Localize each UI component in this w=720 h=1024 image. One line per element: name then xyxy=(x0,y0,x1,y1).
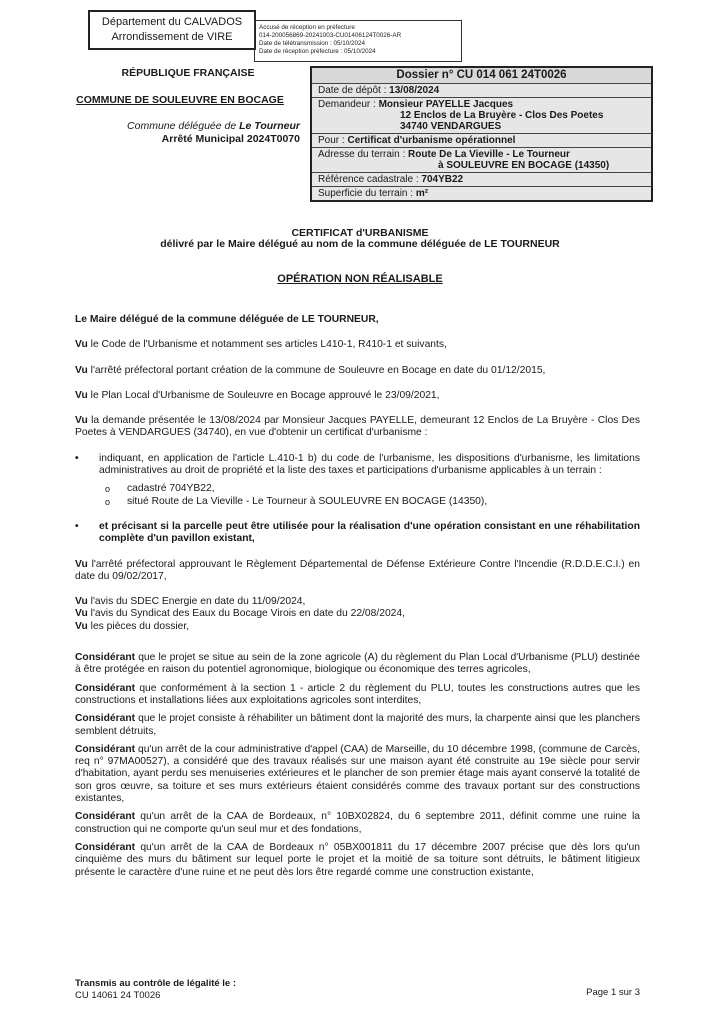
list-item: • indiquant, en application de l'article L.410-1 b) du code de l'urbanisme, les dispositions d'urbanisme, les limitations administratives au droit de propriété et la liste des taxes et participations d'urbanisme applicables à un terrain : xyxy=(75,452,640,477)
considerant-paragraph: Considérant qu'un arrêt de la CAA de Bordeaux n° 05BX001811 du 17 décembre 2007 précise que dès lors qu'un cinquième des murs du bâtiment sur lequel porte le projet et la moitié de sa toiture sont détruits, le bâtiment litigieux présente le caractère d'une ruine et ne peut dès lors être regardé comme une construction existante, xyxy=(75,841,640,878)
superficie-value: m² xyxy=(415,188,429,199)
deleguee-name: Le Tourneur xyxy=(239,120,300,132)
cadastre-label: Référence cadastrale : xyxy=(318,174,422,185)
demandeur-address-1: 12 Enclos de La Bruyère - Clos Des Poetes xyxy=(400,110,604,121)
considerant-paragraph: Considérant que conformément à la section 1 - article 2 du règlement du PLU, toutes les constructions autres que les constructions et installations liées aux exploitations agricoles sont interdites, xyxy=(75,682,640,706)
dossier-number: Dossier n° CU 014 061 24T0026 xyxy=(312,68,651,84)
certificate-title: CERTIFICAT d'URBANISME xyxy=(291,227,429,239)
demandeur-value: Monsieur PAYELLE Jacques xyxy=(378,99,514,110)
footer-reference: CU 14061 24 T0026 xyxy=(75,990,161,1001)
stamp-line: Date de télétransmission : 05/10/2024 xyxy=(259,40,366,47)
superficie-row xyxy=(312,187,651,200)
department-name: Département du CALVADOS xyxy=(101,16,243,28)
vu-paragraph: Vu le Plan Local d'Urbanisme de Souleuvre en Bocage approuvé le 23/09/2021, xyxy=(75,389,440,401)
considerant-paragraph: Considérant que le projet consiste à réhabiliter un bâtiment dont la majorité des murs, la charpente ainsi que les planchers semblent détruits, xyxy=(75,713,640,737)
vu-paragraph: Vu l'avis du SDEC Energie en date du 11/09/2024, xyxy=(75,596,306,608)
stamp-line: Date de réception préfecture : 05/10/2024 xyxy=(259,48,376,55)
pour-row xyxy=(312,134,651,148)
sub-list-item: o cadastré 704YB22, xyxy=(105,483,215,495)
cadastre-value: 704YB22 xyxy=(421,174,464,185)
pour-label: Pour : xyxy=(318,135,348,146)
considerant-paragraph: Considérant qu'un arrêt de la cour administrative d'appel (CAA) de Marseille, du 10 décembre 1998, (commune de Carcès, req n° 97MA00527), a considéré que des travaux réalisés sur une maison ayant été construite au 19e siècle pour servir d'habitation, ayant perdu ses menuiseries extérieures et le plancher de son premier étage mais ayant conservé la totalité de son gros œuvre, sa toiture et ses murs extérieurs étaient considérés comme des travaux portant sur des constructions existantes, xyxy=(75,743,640,805)
vu-paragraph: Vu les pièces du dossier, xyxy=(75,620,190,632)
vu-paragraph: Vu l'arrêté préfectoral portant création de la commune de Souleuvre en Bocage en date du 01/12/2015, xyxy=(75,364,546,376)
republique-heading: RÉPUBLIQUE FRANÇAISE xyxy=(121,67,255,79)
considerant-paragraph: Considérant qu'un arrêt de la CAA de Bordeaux, n° 10BX02824, du 6 septembre 2011, définit comme une ruine la construction qui ne comporte qu'un seul mur et des fondations, xyxy=(75,811,640,835)
arrete-number: Arrêté Municipal 2024T0070 xyxy=(161,133,300,145)
vu-paragraph: Vu l'avis du Syndicat des Eaux du Bocage Virois en date du 22/08/2024, xyxy=(75,608,405,620)
depot-value: 13/08/2024 xyxy=(389,85,440,96)
footer-transmission xyxy=(75,978,236,1002)
cadastre-row xyxy=(312,173,651,187)
demandeur-label: Demandeur : xyxy=(318,99,379,110)
vu-paragraph: Vu l'arrêté préfectoral approuvant le Règlement Départemental de Défense Extérieure Contre l'Incendie (R.D.D.E.C.I.) en date du 09/02/2017, xyxy=(75,558,640,582)
dossier-table xyxy=(310,66,653,202)
commune-deleguee xyxy=(60,120,300,132)
sub-list-item: o situé Route de La Vieville - Le Tourneur à SOULEUVRE EN BOCAGE (14350), xyxy=(105,495,488,507)
terrain-value-2: à SOULEUVRE EN BOCAGE (14350) xyxy=(438,160,610,171)
list-item: • et précisant si la parcelle peut être utilisée pour la réalisation d'une opération consistant en une réhabilitation complète d'un pavillon existant, xyxy=(75,520,640,545)
document-body xyxy=(75,314,640,879)
transmis-label: Transmis au contrôle de légalité le : xyxy=(75,978,237,989)
circle-bullet-icon: o xyxy=(105,496,111,507)
stamp-line: Accusé de réception en préfecture xyxy=(259,24,355,31)
bullet-icon: • xyxy=(75,452,79,464)
terrain-label: Adresse du terrain : xyxy=(318,149,409,160)
terrain-value: Route De La Vieville - Le Tourneur xyxy=(408,149,570,160)
certificate-subtitle: délivré par le Maire délégué au nom de la commune déléguée de LE TOURNEUR xyxy=(160,238,560,250)
demandeur-row xyxy=(312,98,651,134)
department-box xyxy=(88,10,256,50)
page-number: Page 1 sur 3 xyxy=(586,987,640,998)
circle-bullet-icon: o xyxy=(105,484,111,495)
considerant-paragraph: Considérant que le projet se situe au sein de la zone agricole (A) du règlement du Plan Local d'Urbanisme (PLU) destinée à être protégée en raison du potentiel agronomique, biologique ou économique des terres agricoles, xyxy=(75,652,640,676)
pour-value: Certificat d'urbanisme opérationnel xyxy=(347,135,516,146)
depot-label: Date de dépôt : xyxy=(318,85,390,96)
operation-status: OPÉRATION NON RÉALISABLE xyxy=(277,273,443,285)
vu-paragraph: Vu le Code de l'Urbanisme et notamment ses articles L410-1, R410-1 et suivants, xyxy=(75,339,447,351)
arrondissement-name: Arrondissement de VIRE xyxy=(111,31,233,43)
deleguee-prefix: Commune déléguée de xyxy=(127,120,240,132)
prefecture-receipt-stamp xyxy=(254,20,462,62)
intro-line: Le Maire délégué de la commune déléguée de LE TOURNEUR, xyxy=(75,314,379,325)
depot-row xyxy=(312,84,651,98)
vu-paragraph: Vu la demande présentée le 13/08/2024 par Monsieur Jacques PAYELLE, demeurant 12 Enclos de La Bruyère - Clos Des Poetes à VENDARGUES (34740), en vue d'obtenir un certificat d'urbanisme : xyxy=(75,415,640,439)
terrain-row xyxy=(312,148,651,173)
bullet-icon: • xyxy=(75,520,79,532)
stamp-line: 014-200056869-20241003-CU01406124T0026-AR xyxy=(259,32,402,39)
superficie-label: Superficie du terrain : xyxy=(318,188,416,199)
commune-heading: COMMUNE DE SOULEUVRE EN BOCAGE xyxy=(76,94,284,106)
demandeur-address-2: 34740 VENDARGUES xyxy=(400,121,502,132)
